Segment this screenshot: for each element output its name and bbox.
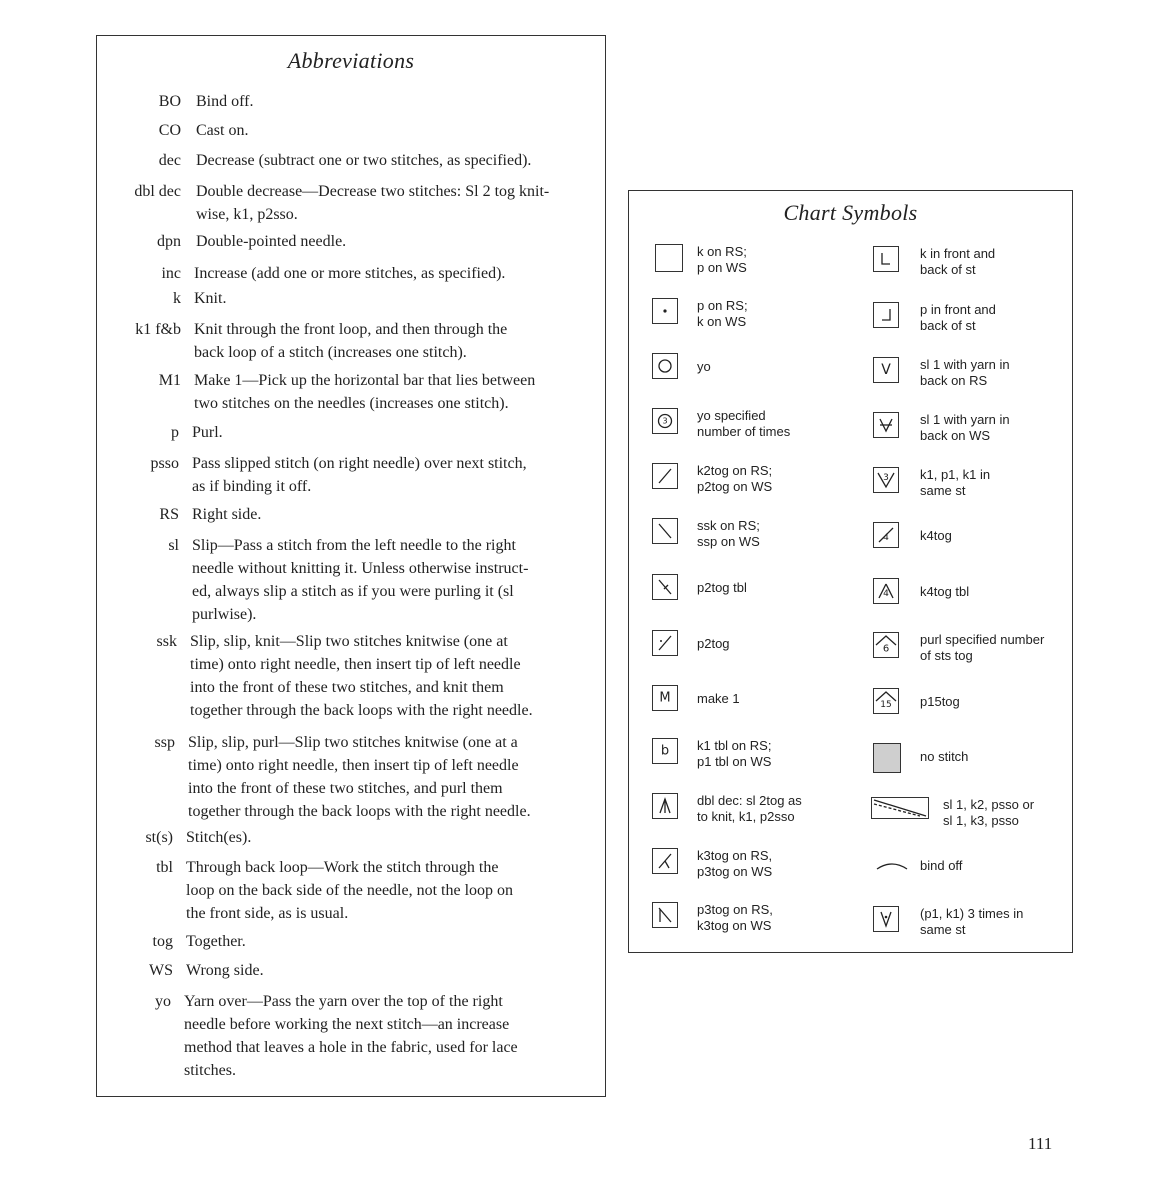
definition-line: purlwise). bbox=[192, 606, 257, 623]
abbreviation-term: BO bbox=[158, 93, 181, 110]
abbreviation-term: sl bbox=[168, 537, 179, 554]
definition-line: Bind off. bbox=[196, 93, 254, 110]
chart-symbol-label bbox=[920, 412, 1010, 444]
definition-line: together through the back loops with the right needle. bbox=[190, 702, 533, 719]
chart-symbol-label-line: k2tog on RS; bbox=[697, 463, 773, 478]
definition-line: Increase (add one or more stitches, as specified). bbox=[194, 265, 506, 282]
chart-symbol-label-line: p in front and bbox=[920, 302, 996, 317]
abbreviation-definition bbox=[190, 630, 598, 722]
abbreviations-title: Abbreviations bbox=[287, 48, 415, 73]
chart-symbol-label bbox=[697, 359, 711, 375]
chart-symbol-label-line: purl specified number bbox=[920, 632, 1045, 647]
chart-symbol-label-line: bind off bbox=[920, 858, 963, 873]
abbreviation-definition bbox=[196, 149, 598, 172]
chart-symbol-label-line: number of times bbox=[697, 424, 791, 439]
svg-text:V: V bbox=[881, 362, 891, 378]
right-slant-icon bbox=[652, 463, 678, 489]
chart-symbol-label-line: sl 1, k2, psso or bbox=[943, 797, 1035, 812]
definition-line: Yarn over—Pass the yarn over the top of the right bbox=[184, 993, 503, 1010]
chart-symbol-label-line: back on WS bbox=[920, 428, 991, 443]
definition-line: Slip, slip, knit—Slip two stitches knitwise (one at bbox=[190, 633, 508, 650]
chart-symbol-label bbox=[697, 518, 760, 550]
front-back-icon bbox=[873, 246, 899, 272]
page-number: 111 bbox=[1028, 1134, 1053, 1153]
chart-symbol-label-line: k4tog bbox=[920, 528, 952, 543]
abbreviation-term: k1 f&b bbox=[135, 321, 181, 338]
chart-symbol-label-line: same st bbox=[920, 922, 966, 937]
chart-symbol-label-line: yo specified bbox=[697, 408, 766, 423]
definition-line: time) onto right needle, then insert tip of left needle bbox=[188, 757, 519, 774]
svg-text:3: 3 bbox=[883, 473, 889, 483]
chart-symbol-label bbox=[920, 357, 1010, 389]
definition-line: stitches. bbox=[184, 1062, 236, 1079]
abbreviation-term: tog bbox=[152, 933, 173, 950]
abbreviation-term: inc bbox=[161, 265, 181, 282]
abbreviation-definition bbox=[186, 856, 598, 925]
svg-text:4: 4 bbox=[883, 589, 889, 599]
definition-line: Make 1—Pick up the horizontal bar that lies between bbox=[194, 372, 536, 389]
dot-icon bbox=[652, 298, 678, 324]
chart-symbol-label bbox=[697, 691, 740, 707]
k3tog-icon bbox=[652, 848, 678, 874]
left-slant-tbl-icon bbox=[652, 574, 678, 600]
definition-line: Slip—Pass a stitch from the left needle to the right bbox=[192, 537, 516, 554]
chart-symbol-label bbox=[697, 848, 772, 880]
k1p1k1-icon bbox=[873, 467, 899, 493]
chart-symbol-label-line: k1, p1, k1 in bbox=[920, 467, 991, 482]
abbreviation-definition bbox=[194, 262, 598, 285]
circle-icon bbox=[652, 353, 678, 379]
chart-symbol-label-line: yo bbox=[697, 359, 711, 374]
definition-line: two stitches on the needles (increases one stitch). bbox=[194, 395, 509, 412]
chart-symbol-label-line: p2tog tbl bbox=[697, 580, 747, 595]
definition-line: time) onto right needle, then insert tip of left needle bbox=[190, 656, 521, 673]
chart-symbol-label bbox=[920, 528, 952, 544]
p15tog-icon bbox=[873, 688, 899, 714]
abbreviation-definition bbox=[188, 731, 598, 823]
definition-line: ed, always slip a stitch as if you were purling it (sl bbox=[192, 583, 514, 600]
abbreviation-definition bbox=[192, 534, 598, 626]
chart-symbol-label-line: k3tog on RS, bbox=[697, 848, 773, 863]
chart-symbol-label-line: back of st bbox=[920, 262, 976, 277]
chart-symbol-label-line: k on RS; bbox=[697, 244, 747, 259]
abbreviation-definition bbox=[196, 180, 598, 226]
numbered-circle-icon bbox=[652, 408, 678, 434]
definition-line: method that leaves a hole in the fabric, used for lace bbox=[184, 1039, 518, 1056]
abbreviation-term: st(s) bbox=[145, 829, 173, 846]
chart-symbol-label bbox=[697, 408, 790, 440]
abbreviation-term: yo bbox=[155, 993, 171, 1010]
abbreviation-term: RS bbox=[159, 506, 179, 523]
chart-symbol-label bbox=[943, 797, 1034, 829]
abbreviation-definition bbox=[196, 119, 598, 142]
definition-line: Double-pointed needle. bbox=[196, 233, 347, 250]
definition-line: back loop of a stitch (increases one stitch). bbox=[194, 344, 467, 361]
definition-line: needle before working the next stitch—an increase bbox=[184, 1016, 510, 1033]
chart-symbol-label-line: p1 tbl on WS bbox=[697, 754, 772, 769]
abbreviation-term: dec bbox=[158, 152, 181, 169]
definition-line: into the front of these two stitches, and purl them bbox=[188, 780, 503, 797]
definition-line: Purl. bbox=[192, 424, 223, 441]
chart-symbol-label-line: p2tog on WS bbox=[697, 479, 773, 494]
abbreviation-term: M1 bbox=[158, 372, 181, 389]
chart-symbol-label-line: sl 1, k3, psso bbox=[943, 813, 1019, 828]
chart-symbol-label-line: k1 tbl on RS; bbox=[697, 738, 772, 753]
b-letter-icon bbox=[652, 738, 678, 764]
svg-text:M: M bbox=[659, 690, 671, 706]
chart-symbol-label-line: no stitch bbox=[920, 749, 969, 764]
chart-symbol-label bbox=[697, 793, 802, 825]
definition-line: Decrease (subtract one or two stitches, as specified). bbox=[196, 152, 532, 169]
chart-symbol-label-line: to knit, k1, p2sso bbox=[697, 809, 795, 824]
abbreviation-term: dbl dec bbox=[134, 183, 181, 200]
chart-symbol-label-line: p3tog on WS bbox=[697, 864, 773, 879]
definition-line: Together. bbox=[186, 933, 246, 950]
chart-symbol-label-line: p2tog bbox=[697, 636, 730, 651]
chart-symbol-label bbox=[920, 632, 1044, 664]
chart-symbol-label bbox=[920, 467, 990, 499]
abbreviation-definition bbox=[186, 959, 598, 982]
p3tog-icon bbox=[652, 902, 678, 928]
definition-line: Knit. bbox=[194, 290, 227, 307]
chart-symbol-label-line: p15tog bbox=[920, 694, 960, 709]
chart-symbol-label-line: k in front and bbox=[920, 246, 996, 261]
chart-symbol-label-line: ssk on RS; bbox=[697, 518, 760, 533]
svg-text:3: 3 bbox=[662, 416, 668, 426]
definition-line: Cast on. bbox=[196, 122, 249, 139]
k4tog-tbl-icon bbox=[873, 578, 899, 604]
abbreviation-term: CO bbox=[158, 122, 181, 139]
svg-text:4: 4 bbox=[883, 533, 889, 543]
chart-symbol-label-line: p3tog on RS, bbox=[697, 902, 773, 917]
purl-number-icon bbox=[873, 632, 899, 658]
abbreviation-term: tbl bbox=[156, 859, 173, 876]
chart-symbol-label-line: sl 1 with yarn in bbox=[920, 357, 1010, 372]
svg-text:6: 6 bbox=[882, 643, 890, 655]
abbreviation-definition bbox=[196, 230, 598, 253]
chart-symbol-label bbox=[920, 749, 968, 765]
wide-slant-icon bbox=[871, 797, 929, 819]
double-decrease-icon bbox=[652, 793, 678, 819]
abbreviation-definition bbox=[186, 930, 598, 953]
abbreviation-term: WS bbox=[149, 962, 173, 979]
chart-symbol-label-line: of sts tog bbox=[920, 648, 973, 663]
abbreviation-term: dpn bbox=[157, 233, 181, 250]
chart-symbol-label bbox=[697, 298, 748, 330]
k4tog-icon bbox=[873, 522, 899, 548]
definition-line: together through the back loops with the right needle. bbox=[188, 803, 531, 820]
purl-front-back-icon bbox=[873, 302, 899, 328]
definition-line: Wrong side. bbox=[186, 962, 264, 979]
svg-text:b: b bbox=[660, 743, 670, 759]
p1k1-3times-icon bbox=[873, 906, 899, 932]
chart-symbol-label bbox=[697, 738, 771, 770]
chart-symbol-label bbox=[697, 244, 747, 276]
definition-line: into the front of these two stitches, and knit them bbox=[190, 679, 504, 696]
chart-symbol-label bbox=[920, 584, 969, 600]
abbreviation-definition bbox=[194, 318, 598, 364]
gray-square-icon bbox=[873, 743, 901, 773]
chart-symbol-label-line: back of st bbox=[920, 318, 976, 333]
chart-symbol-label bbox=[697, 463, 772, 495]
abbreviation-term: k bbox=[173, 290, 181, 307]
chart-symbol-label bbox=[920, 246, 995, 278]
definition-line: as if binding it off. bbox=[192, 478, 312, 495]
definition-line: Knit through the front loop, and then through the bbox=[194, 321, 508, 338]
chart-symbol-label-line: same st bbox=[920, 483, 966, 498]
chart-symbol-label-line: p on WS bbox=[697, 260, 747, 275]
chart-symbol-label-line: (p1, k1) 3 times in bbox=[920, 906, 1024, 921]
definition-line: Pass slipped stitch (on right needle) over next stitch, bbox=[192, 455, 527, 472]
definition-line: the front side, as is usual. bbox=[186, 905, 349, 922]
chart-symbol-label-line: sl 1 with yarn in bbox=[920, 412, 1010, 427]
abbreviation-definition bbox=[192, 503, 598, 526]
definition-line: loop on the back side of the needle, not the loop on bbox=[186, 882, 514, 899]
chart-symbol-label-line: back on RS bbox=[920, 373, 988, 388]
v-slip-ws-icon bbox=[873, 412, 899, 438]
v-slip-icon bbox=[873, 357, 899, 383]
m-letter-icon bbox=[652, 685, 678, 711]
abbreviation-term: ssk bbox=[156, 633, 177, 650]
chart-symbol-label-line: p on RS; bbox=[697, 298, 748, 313]
arc-icon bbox=[874, 862, 910, 872]
abbreviation-definition bbox=[196, 90, 598, 113]
right-slant-p-icon bbox=[652, 630, 678, 656]
abbreviation-term: ssp bbox=[154, 734, 175, 751]
chart-symbol-label-line: k on WS bbox=[697, 314, 747, 329]
chart-symbol-label-line: dbl dec: sl 2tog as bbox=[697, 793, 802, 808]
abbreviation-definition bbox=[192, 452, 598, 498]
definition-line: needle without knitting it. Unless otherwise instruct- bbox=[192, 560, 529, 577]
definition-line: wise, k1, p2sso. bbox=[196, 206, 298, 223]
definition-line: Stitch(es). bbox=[186, 829, 252, 846]
abbreviation-definition bbox=[186, 826, 598, 849]
chart-symbol-label-line: k4tog tbl bbox=[920, 584, 970, 599]
abbreviation-term: p bbox=[171, 424, 179, 441]
blank-square-icon bbox=[655, 244, 683, 272]
svg-text:15: 15 bbox=[880, 700, 892, 710]
abbreviation-term: psso bbox=[150, 455, 179, 472]
chart-symbol-label bbox=[920, 302, 996, 334]
abbreviation-definition bbox=[192, 421, 598, 444]
abbreviation-definition bbox=[184, 990, 598, 1082]
chart-symbols-title: Chart Symbols bbox=[783, 200, 918, 225]
chart-symbol-label-line: make 1 bbox=[697, 691, 740, 706]
chart-symbol-label bbox=[697, 580, 747, 596]
definition-line: Right side. bbox=[192, 506, 262, 523]
chart-symbol-label bbox=[920, 858, 962, 874]
chart-symbol-label bbox=[697, 636, 730, 652]
left-slant-icon bbox=[652, 518, 678, 544]
chart-symbol-label-line: k3tog on WS bbox=[697, 918, 772, 933]
chart-symbols-panel bbox=[628, 190, 1073, 953]
chart-symbol-label bbox=[920, 694, 960, 710]
definition-line: Double decrease—Decrease two stitches: Sl 2 tog knit- bbox=[196, 183, 550, 200]
chart-symbol-label bbox=[920, 906, 1023, 938]
abbreviation-definition bbox=[194, 369, 598, 415]
definition-line: Slip, slip, purl—Slip two stitches knitwise (one at a bbox=[188, 734, 518, 751]
definition-line: Through back loop—Work the stitch through the bbox=[186, 859, 499, 876]
chart-symbol-label-line: ssp on WS bbox=[697, 534, 760, 549]
abbreviation-definition bbox=[194, 287, 598, 310]
chart-symbol-label bbox=[697, 902, 773, 934]
